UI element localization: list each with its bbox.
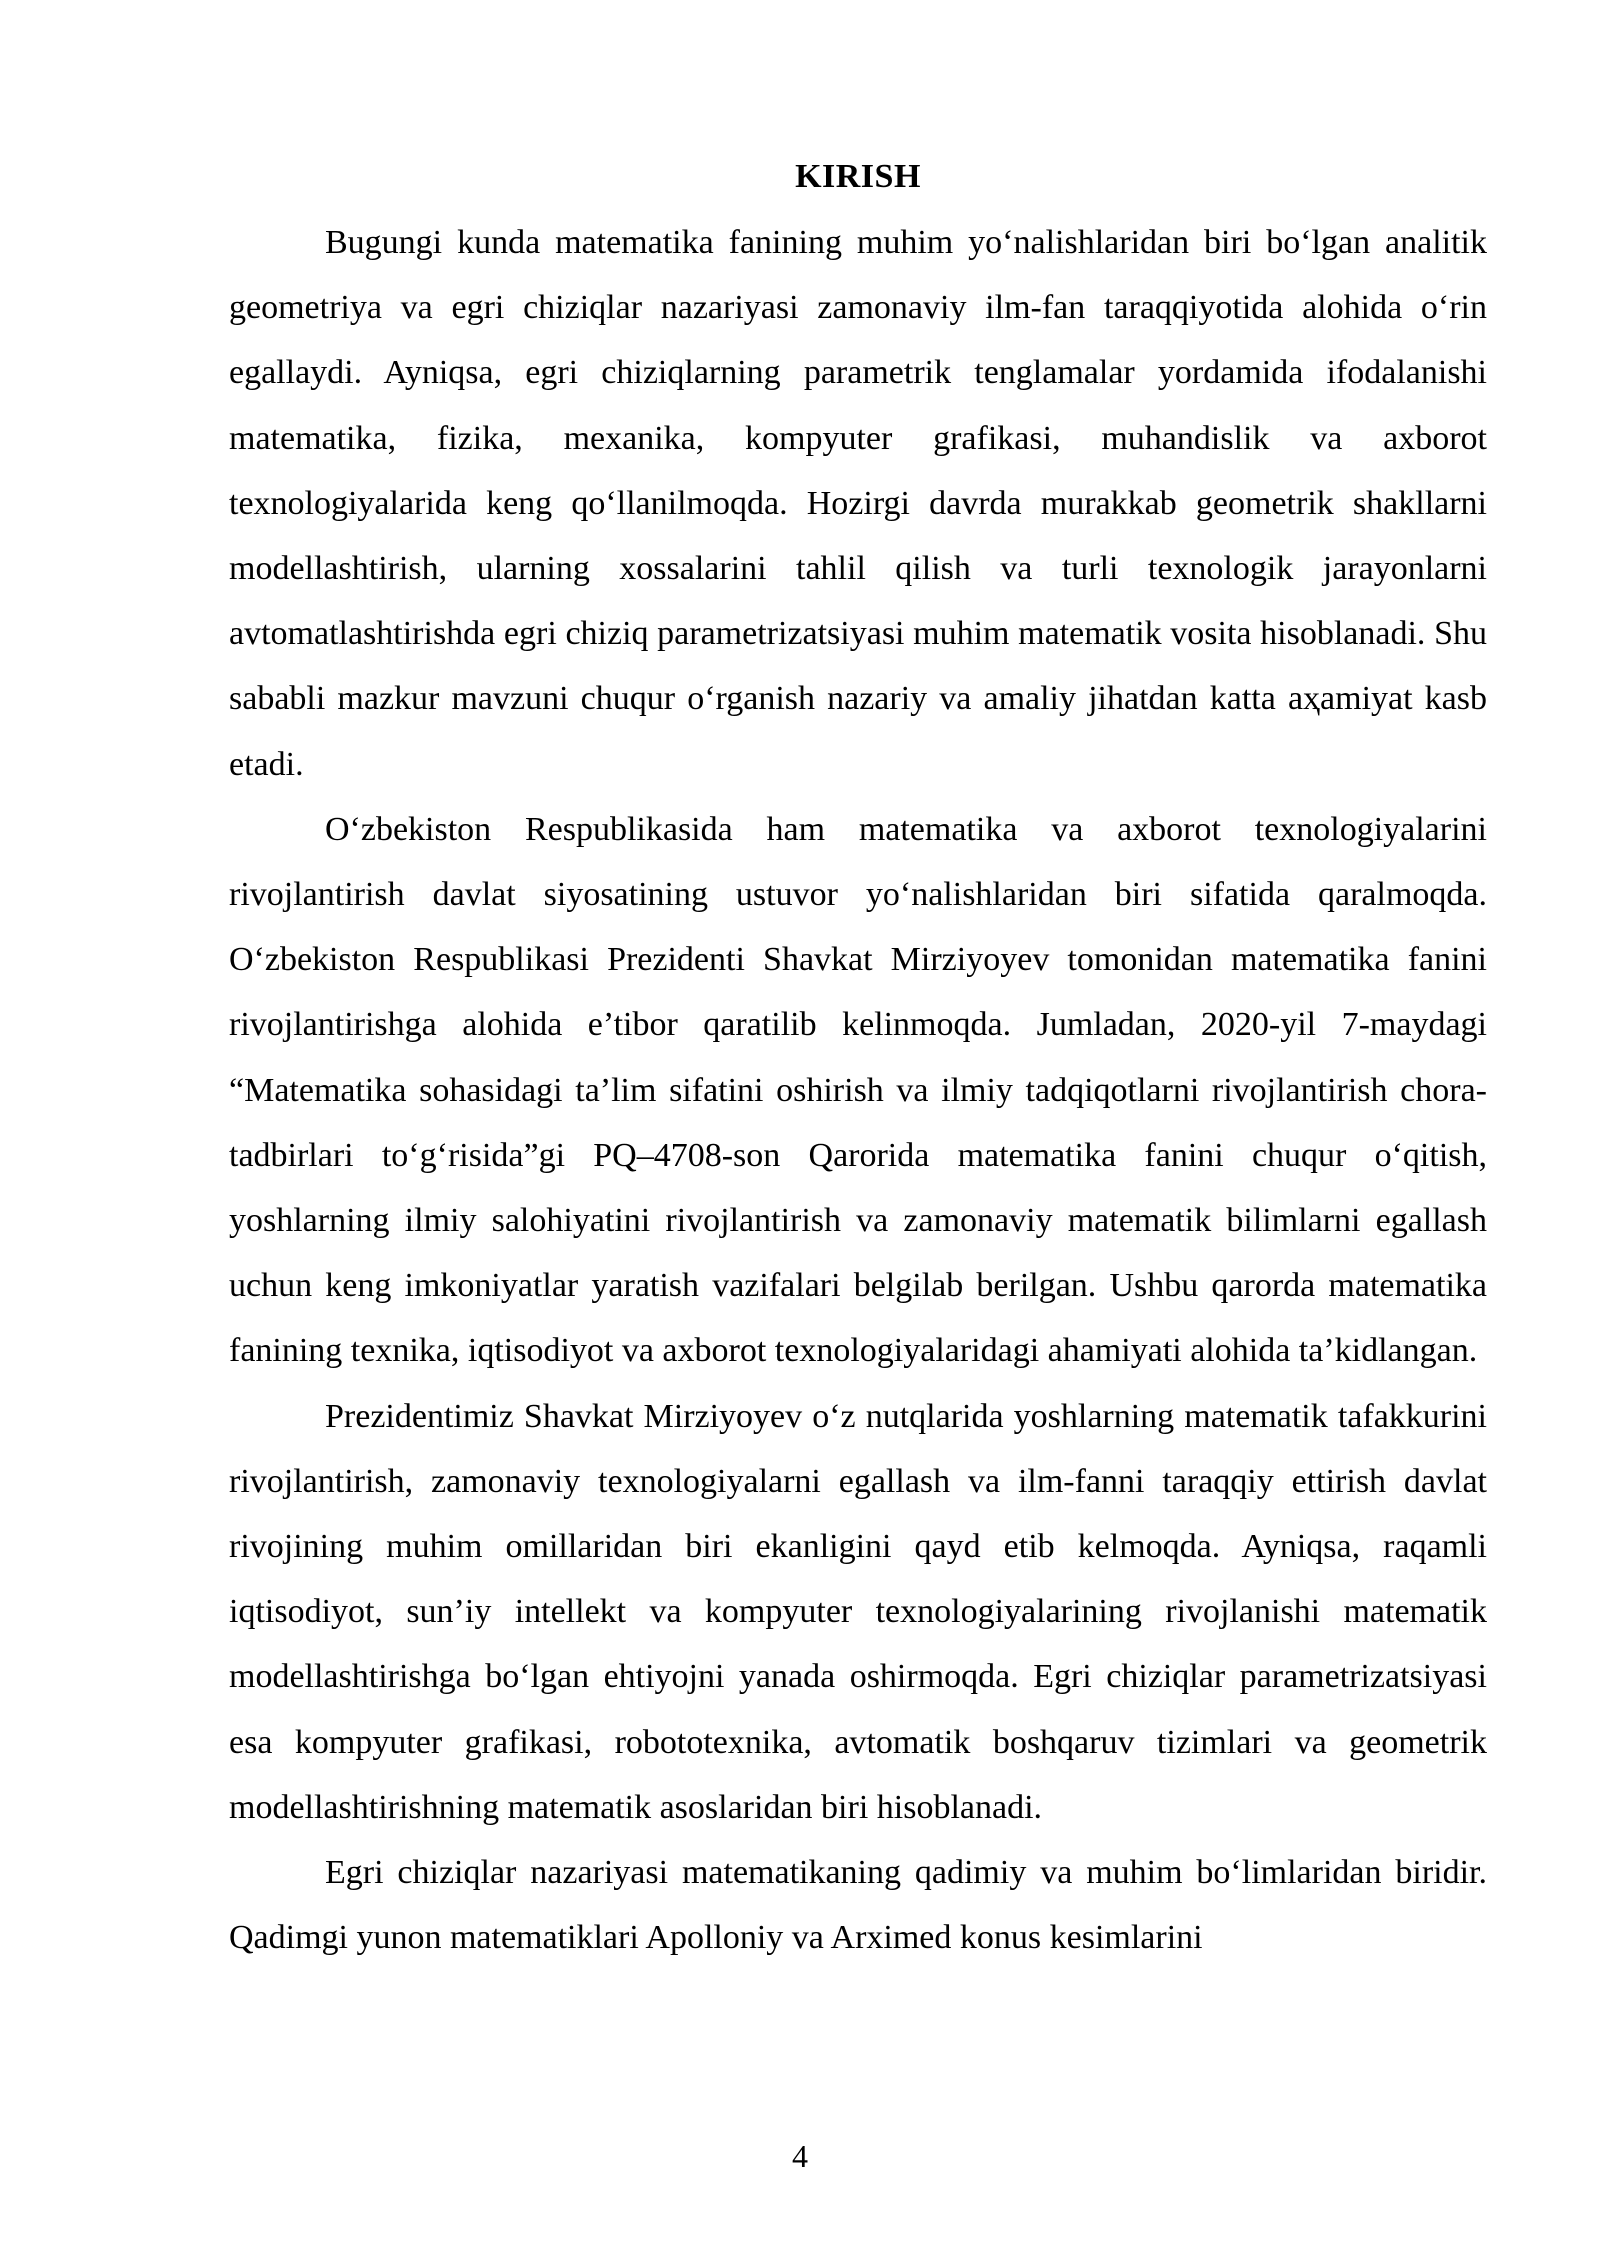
paragraph-3: Prezidentimiz Shavkat Mirziyoyev o‘z nutqlarida yoshlarning matematik tafakkurini rivojlantirish, zamonaviy texnologiyalarni egallash va ilm-fanni taraqqiy ettirish davlat rivojining muhim omillaridan biri ekanligini qayd etib kelmoqda. Ayniqsa, raqamli iqtisodiyot, sun’iy intellekt va kompyuter texnologiyalarining rivojlanishi matematik modellashtirishga bo‘lgan ehtiyojni yanada oshirmoqda. Egri chiziqlar parametrizatsiyasi esa kompyuter grafikasi, robototexnika, avtomatik boshqaruv tizimlari va geometrik modellashtirishning matematik asoslaridan biri hisoblanadi. <box>229 1397 1487 1826</box>
section-heading: KIRISH <box>795 158 921 195</box>
paragraph-1: Bugungi kunda matematika fanining muhim yo‘nalishlaridan biri bo‘lgan analitik geometriya va egri chiziqlar nazariyasi zamonaviy ilm-fan taraqqiyotida alohida o‘rin egallaydi. Ayniqsa, egri chiziqlarning parametrik tenglamalar yordamida ifodalanishi matematika, fizika, mexanika, kompyuter grafikasi, muhandislik va axborot texnologiyalarida keng qo‘llanilmoqda. Hozirgi davrda murakkab geometrik shakllarni modellashtirish, ularning xossalarini tahlil qilish va turli texnologik jarayonlarni avtomatlashtirishda egri chiziq parametrizatsiyasi muhim matematik vosita hisoblanadi. Shu sababli mazkur mavzuni chuqur o‘rganish nazariy va amaliy jihatdan katta aҳamiyat kasb etadi. <box>229 224 1487 783</box>
paragraph-4: Egri chiziqlar nazariyasi matematikaning qadimiy va muhim bo‘limlaridan biridir. Qadimgi yunon matematiklari Apolloniy va Arximed konus kesimlarini <box>229 1854 1487 1957</box>
paragraph-2: O‘zbekiston Respublikasida ham matematika va axborot texnologiyalarini rivojlantirish davlat siyosatining ustuvor yo‘nalishlaridan biri sifatida qaralmoqda. O‘zbekiston Respublikasi Prezidenti Shavkat Mirziyoyev tomonidan matematika fanini rivojlantirishga alohida e’tibor qaratilib kelinmoqda. Jumladan, 2020-yil 7-maydagi “Matematika sohasidagi ta’lim sifatini oshirish va ilmiy tadqiqotlarni rivojlantirish chora-tadbirlari to‘g‘risida”gi PQ–4708-son Qarorida matematika fanini chuqur o‘qitish, yoshlarning ilmiy salohiyatini rivojlantirish va zamonaviy matematik bilimlarni egallash uchun keng imkoniyatlar yaratish vazifalari belgilab berilgan. Ushbu qarorda matematika fanining texnika, iqtisodiyot va axborot texnologiyalaridagi ahamiyati alohida ta’kidlangan. <box>229 810 1487 1370</box>
page-content <box>229 148 1487 1970</box>
page-number: 4 <box>792 2138 808 2174</box>
